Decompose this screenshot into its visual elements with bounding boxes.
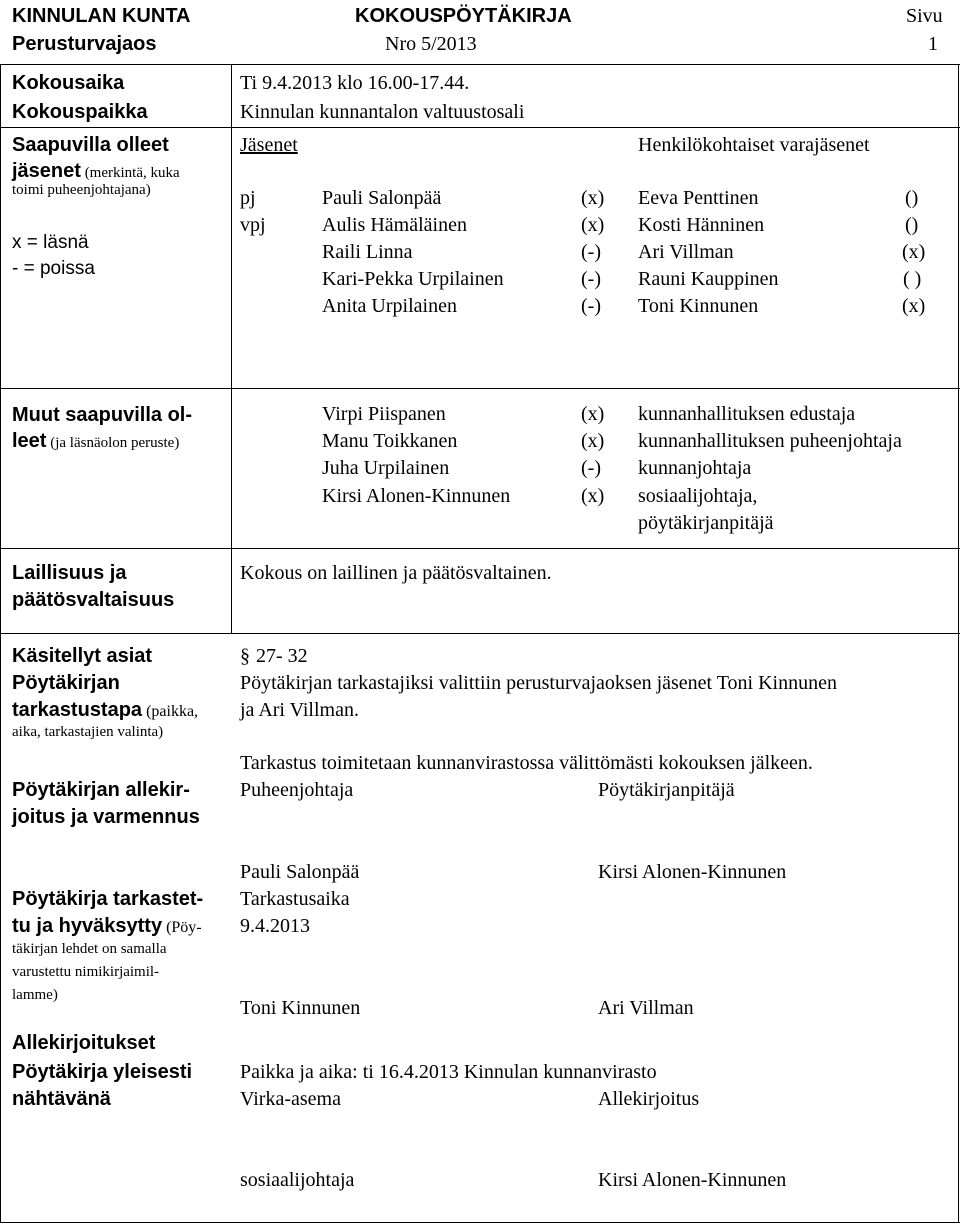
- header-rule: [0, 64, 960, 65]
- review-label-line3: aika, tarkastajien valinta): [12, 724, 164, 740]
- secretary-title: Pöytäkirjanpitäjä: [598, 779, 735, 801]
- member-mark: (x): [581, 214, 605, 236]
- deputy-name: Ari Villman: [638, 241, 734, 263]
- other-role: kunnanhallituksen edustaja: [638, 403, 856, 425]
- document-number: Nro 5/2013: [385, 33, 477, 55]
- attendees-label-bold: jäsenet: [12, 160, 81, 182]
- review-date: 9.4.2013: [240, 915, 310, 937]
- chair-name: Pauli Salonpää: [240, 861, 360, 883]
- meeting-time-label: Kokousaika: [12, 72, 125, 94]
- other-role: sosiaalijohtaja,: [638, 485, 758, 507]
- approval-label-line5: lamme): [12, 987, 58, 1003]
- approval-label-rest: (Pöy-: [162, 919, 202, 936]
- row-rule-1: [0, 127, 960, 128]
- other-name: Juha Urpilainen: [322, 457, 450, 479]
- meeting-place-label: Kokouspaikka: [12, 101, 148, 123]
- signature-label: Allekirjoitus: [598, 1088, 700, 1110]
- review-label-bold: tarkastustapa: [12, 699, 143, 721]
- other-mark: (-): [581, 457, 601, 479]
- signing-label-line2: joitus ja varmennus: [12, 806, 200, 828]
- deputy-mark: (): [905, 214, 919, 236]
- public-label-line1: Pöytäkirja yleisesti: [12, 1061, 193, 1083]
- member-mark: (-): [581, 241, 601, 263]
- member-mark: (-): [581, 295, 601, 317]
- legend-present: x = läsnä: [12, 232, 89, 253]
- others-label-bold: leet: [12, 430, 47, 452]
- other-mark: (x): [581, 485, 605, 507]
- member-role: pj: [240, 187, 256, 209]
- outer-right-border: [958, 64, 959, 1223]
- legend-absent: - = poissa: [12, 258, 95, 279]
- deputy-name: Eeva Penttinen: [638, 187, 759, 209]
- approval-label-line4: varustettu nimikirjaimil-: [12, 964, 160, 980]
- row-rule-4: [0, 633, 960, 634]
- row-rule-3: [0, 548, 960, 549]
- other-mark: (x): [581, 403, 605, 425]
- attendees-label-line1: Saapuvilla olleet: [12, 134, 169, 156]
- approval-label-line2: [12, 916, 202, 936]
- deputy-mark: (): [905, 187, 919, 209]
- public-label-line2: nähtävänä: [12, 1088, 111, 1110]
- items-label: Käsitellyt asiat: [12, 645, 153, 667]
- meeting-time-value: Ti 9.4.2013 klo 16.00-17.44.: [240, 72, 470, 94]
- deputy-name: Toni Kinnunen: [638, 295, 759, 317]
- other-mark: (x): [581, 430, 605, 452]
- member-mark: (-): [581, 268, 601, 290]
- other-name: Manu Toikkanen: [322, 430, 458, 452]
- review-label-rest: (paikka,: [142, 703, 199, 720]
- review-text-line2: ja Ari Villman.: [240, 699, 359, 721]
- approval-label-line1: Pöytäkirja tarkastet-: [12, 888, 204, 910]
- others-label-rest: (ja läsnäolon peruste): [46, 435, 180, 451]
- review-text-line1: Pöytäkirjan tarkastajiksi valittiin perusturvajaoksen jäsenet Toni Kinnunen: [240, 672, 837, 694]
- organization-name: KINNULAN KUNTA: [12, 5, 191, 27]
- attendees-label-rest: (merkintä, kuka: [80, 165, 180, 181]
- meeting-place-value: Kinnulan kunnantalon valtuustosali: [240, 101, 525, 123]
- other-role: kunnanjohtaja: [638, 457, 752, 479]
- attendees-label-line2: [12, 161, 180, 181]
- secretary-name: Kirsi Alonen-Kinnunen: [598, 861, 787, 883]
- member-name: Kari-Pekka Urpilainen: [322, 268, 504, 290]
- others-label-line2: [12, 431, 179, 451]
- legality-label-line1: Laillisuus ja: [12, 562, 127, 584]
- office-value: sosiaalijohtaja: [240, 1169, 355, 1191]
- signatures-label: Allekirjoitukset: [12, 1032, 156, 1054]
- other-role-continuation: pöytäkirjanpitäjä: [638, 512, 774, 534]
- legality-value: Kokous on laillinen ja päätösvaltainen.: [240, 562, 552, 584]
- deputy-name: Rauni Kauppinen: [638, 268, 779, 290]
- member-name: Pauli Salonpää: [322, 187, 442, 209]
- deputy-mark: (x): [902, 241, 926, 263]
- review-label-line2: [12, 700, 198, 720]
- members-header: Jäsenet: [240, 134, 298, 156]
- legality-label-line2: päätösvaltaisuus: [12, 589, 175, 611]
- approval-label-line3: täkirjan lehdet on samalla: [12, 941, 167, 957]
- chair-title: Puheenjohtaja: [240, 779, 354, 801]
- deputies-header: Henkilökohtaiset varajäsenet: [638, 134, 870, 156]
- deputy-name: Kosti Hänninen: [638, 214, 765, 236]
- section-sign: §: [240, 645, 250, 667]
- member-name: Anita Urpilainen: [322, 295, 457, 317]
- deputy-mark: ( ): [903, 268, 922, 290]
- others-label-line1: Muut saapuvilla ol-: [12, 404, 193, 426]
- member-role: vpj: [240, 214, 266, 236]
- items-value: 27- 32: [256, 645, 308, 667]
- member-name: Raili Linna: [322, 241, 413, 263]
- attendees-label-line3: toimi puheenjohtajana): [12, 182, 151, 198]
- review-label-line1: Pöytäkirjan: [12, 672, 120, 694]
- approval-label-bold: tu ja hyväksytty: [12, 915, 163, 937]
- signing-label-line1: Pöytäkirjan allekir-: [12, 779, 190, 801]
- review-text-line3: Tarkastus toimitetaan kunnanvirastossa välittömästi kokouksen jälkeen.: [240, 752, 813, 774]
- reviewer-1: Toni Kinnunen: [240, 997, 361, 1019]
- page-label: Sivu: [906, 5, 943, 27]
- other-name: Kirsi Alonen-Kinnunen: [322, 485, 511, 507]
- review-time-label: Tarkastusaika: [240, 888, 350, 910]
- page-number: 1: [928, 33, 938, 55]
- deputy-mark: (x): [902, 295, 926, 317]
- signer-name: Kirsi Alonen-Kinnunen: [598, 1169, 787, 1191]
- public-place-time: Paikka ja aika: ti 16.4.2013 Kinnulan kunnanvirasto: [240, 1061, 657, 1083]
- row-rule-2: [0, 388, 960, 389]
- other-name: Virpi Piispanen: [322, 403, 446, 425]
- member-name: Aulis Hämäläinen: [322, 214, 467, 236]
- office-label: Virka-asema: [240, 1088, 341, 1110]
- unit-name: Perusturvajaos: [12, 33, 157, 55]
- other-role: kunnanhallituksen puheenjohtaja: [638, 430, 902, 452]
- document-type: KOKOUSPÖYTÄKIRJA: [355, 5, 572, 27]
- outer-left-border: [0, 64, 1, 1223]
- member-mark: (x): [581, 187, 605, 209]
- reviewer-2: Ari Villman: [598, 997, 694, 1019]
